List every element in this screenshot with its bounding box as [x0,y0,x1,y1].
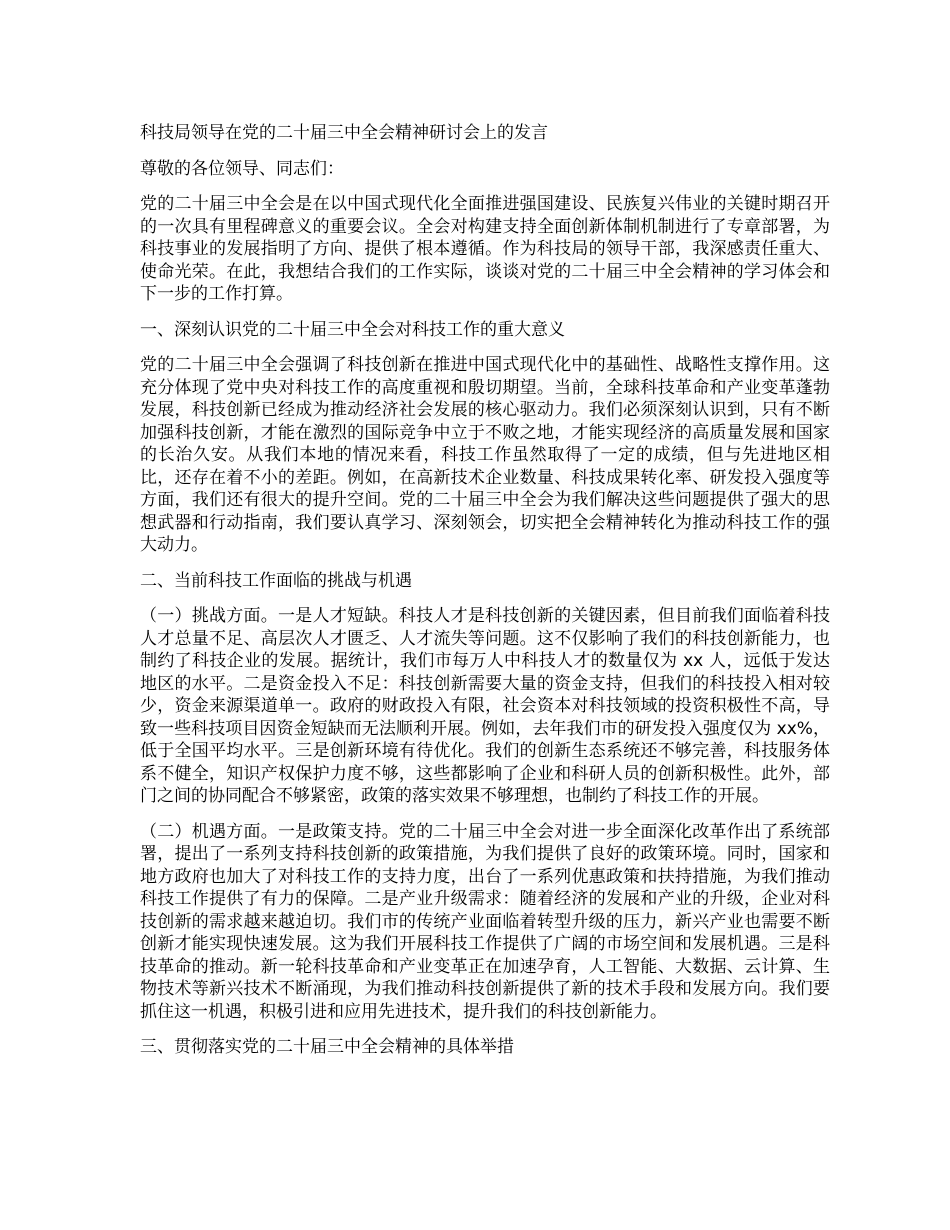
section-2-heading: 二、当前科技工作面临的挑战与机遇 [140,570,412,591]
opportunities-paragraph: （二）机遇方面。一是政策支持。党的二十届三中全会对进一步全面深化改革作出了系统部署，提出了一系列支持科技创新的政策措施，为我们提供了良好的政策环境。同时，国家和地方政府也加大了对科技工作的支持力度，出台了一系列优惠政策和扶持措施，为我们推动科技工作提供了有力的保障。二是产业升级需求：随着经济的发展和产业的升级，企业对科技创新的需求越来越迫切。我们市的传统产业面临着转型升级的压力，新兴产业也需要不断创新才能实现快速发展。这为我们开展科技工作提供了广阔的市场空间和发展机遇。三是科技革命的推动。新一轮科技革命和产业变革正在加速孕育，人工智能、大数据、云计算、生物技术等新兴技术不断涌现，为我们推动科技创新提供了新的技术手段和发展方向。我们要抓住这一机遇，积极引进和应用先进技术，提升我们的科技创新能力。 [140,821,830,1022]
section-1-paragraph: 党的二十届三中全会强调了科技创新在推进中国式现代化中的基础性、战略性支撑作用。这充分体现了党中央对科技工作的高度重视和殷切期望。当前，全球科技革命和产业变革蓬勃发展，科技创新已经成为推动经济社会发展的核心驱动力。我们必须深刻认识到，只有不断加强科技创新，才能在激烈的国际竞争中立于不败之地，才能实现经济的高质量发展和国家的长治久安。从我们本地的情况来看，科技工作虽然取得了一定的成绩，但与先进地区相比，还存在着不小的差距。例如，在高新技术企业数量、科技成果转化率、研发投入强度等方面，我们还有很大的提升空间。党的二十届三中全会为我们解决这些问题提供了强大的思想武器和行动指南，我们要认真学习、深刻领会，切实把全会精神转化为推动科技工作的强大动力。 [140,355,830,555]
intro-paragraph: 党的二十届三中全会是在以中国式现代化全面推进强国建设、民族复兴伟业的关键时期召开的一次具有里程碑意义的重要会议。全会对构建支持全面创新体制机制进行了专章部署，为科技事业的发展指明了方向、提供了根本遵循。作为科技局的领导干部，我深感责任重大、使命光荣。在此，我想结合我们的工作实际，谈谈对党的二十届三中全会精神的学习体会和下一步的工作打算。 [140,194,830,304]
section-1-heading: 一、深刻认识党的二十届三中全会对科技工作的重大意义 [140,319,565,340]
section-3-heading: 三、贯彻落实党的二十届三中全会精神的具体举措 [140,1037,514,1057]
document-page [140,122,830,1072]
challenges-paragraph: （一）挑战方面。一是人才短缺。科技人才是科技创新的关键因素，但目前我们面临着科技人才总量不足、高层次人才匮乏、人才流失等问题。这不仅影响了我们的科技创新能力，也制约了科技企业的发展。据统计，我们市每万人中科技人才的数量仅为 xx 人，远低于发达地区的水平。二是资金投入不足：科技创新需要大量的资金支持，但我们的科技投入相对较少，资金来源渠道单一。政府的财政投入有限，社会资本对科技领域的投资积极性不高，导致一些科技项目因资金短缺而无法顺利开展。例如，去年我们市的研发投入强度仅为 xx%，低于全国平均水平。三是创新环境有待优化。我们的创新生态系统还不够完善，科技服务体系不健全，知识产权保护力度不够，这些都影响了企业和科研人员的创新积极性。此外，部门之间的协同配合不够紧密，政策的落实效果不够理想，也制约了科技工作的开展。 [140,606,830,806]
salutation: 尊敬的各位领导、同志们： [140,158,344,179]
document-title: 科技局领导在党的二十届三中全会精神研讨会上的发言 [140,123,548,143]
